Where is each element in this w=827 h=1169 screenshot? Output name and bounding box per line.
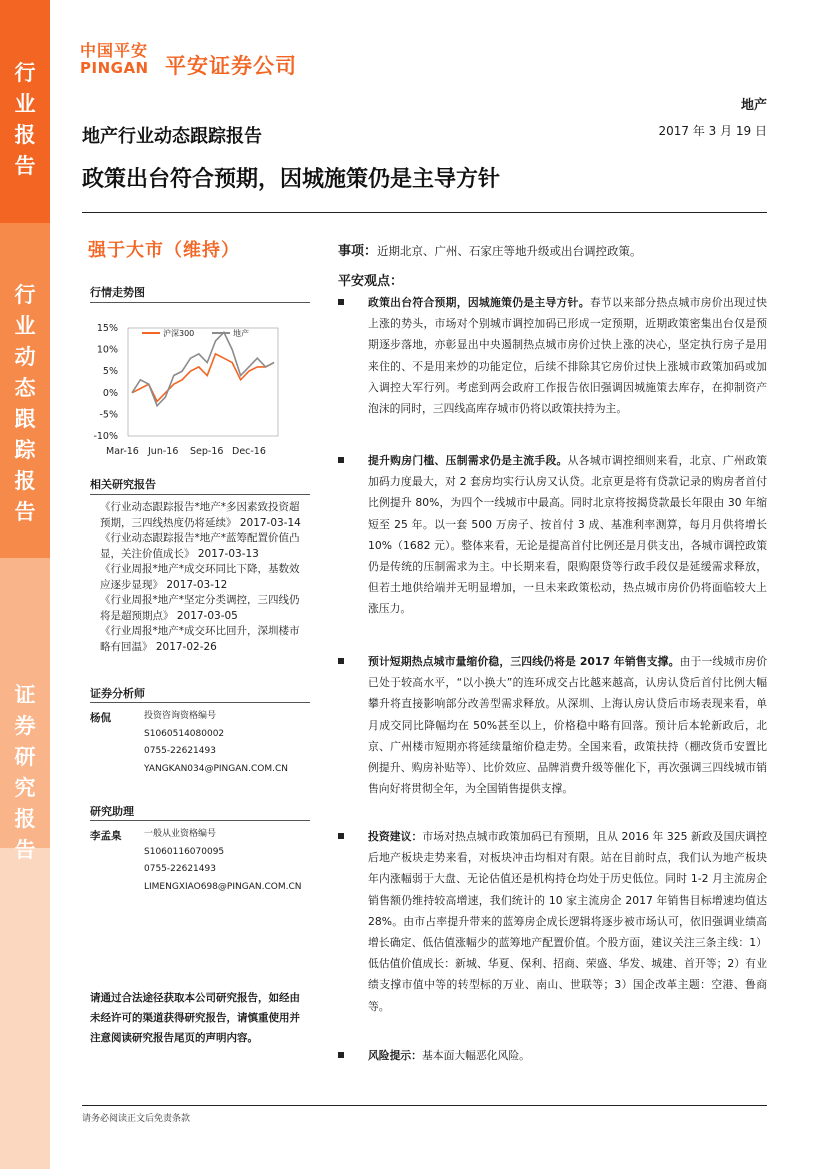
bullet-icon <box>338 658 344 664</box>
related-item[interactable]: 《行业动态跟踪报告*地产*蓝筹配置价值凸显，关注价值成长》 2017-03-13 <box>100 532 300 560</box>
report-type: 地产行业动态跟踪报告 <box>82 126 262 147</box>
event-line <box>338 240 766 259</box>
market-trend-chart <box>90 308 310 458</box>
point-heading: 提升购房门槛、压制需求仍是主流手段。 <box>368 454 568 467</box>
legend-label: 沪深300 <box>163 329 195 338</box>
section-divider <box>90 702 310 703</box>
x-tick-label: Mar-16 <box>106 446 139 457</box>
x-tick-label: Sep-16 <box>190 446 224 457</box>
sidebar-label-securities-research: 证 券 研 究 报 告 <box>14 683 36 862</box>
analyst-heading: 证券分析师 <box>90 687 145 700</box>
assistant-qualification: 一般从业资格编号 <box>144 829 217 839</box>
bullet-icon <box>338 1052 344 1058</box>
y-tick-label: 5% <box>102 366 118 378</box>
market-trend-heading: 行情走势图 <box>90 286 145 299</box>
point-heading: 政策出台符合预期，因城施策仍是主导方针。 <box>368 296 590 309</box>
assistant-license-number: S1060116070095 <box>144 846 225 857</box>
x-tick-label: Jun-16 <box>148 446 179 457</box>
related-research-heading: 相关研究报告 <box>90 478 156 491</box>
section-divider <box>90 494 310 495</box>
y-tick-label: 10% <box>96 344 118 356</box>
analyst-name: 杨侃 <box>90 712 111 724</box>
rating-badge: 强于大市（维持） <box>88 240 240 261</box>
related-research-list <box>100 500 305 655</box>
event-text: 近期北京、广州、石家庄等地升级或出台调控政策。 <box>377 244 642 258</box>
analyst-info <box>144 708 309 778</box>
legend-label: 地产 <box>233 329 249 338</box>
point-3 <box>338 651 767 799</box>
point-text: 由于一线城市房价已处于较高水平，“以小换大”的连环成交占比越来越高，认房认贷后首付比例大幅攀升将直接影响部分改善型需求释放。从深圳、上海认房认贷后市场表现来看，单月成交同比降幅均在 50%甚至以上，价格稳中略有回落。预计后本轮新政后，北京、广州楼市短期亦将延续量缩价稳走势。全国来看，政策扶持（棚改货币安置比例提升、购房补贴等）、比价效应、品牌消费升级等催化下，再次强调三四线城市销售向好将贯彻全年，为全国销售提供支撑。 <box>368 655 767 796</box>
y-tick-label: 0% <box>102 387 118 399</box>
assistant-heading: 研究助理 <box>90 805 134 818</box>
point-text: 市场对热点城市政策加码已有预期，且从 2016 年 325 新政及国庆调控后地产板块走势来看，对板块冲击均相对有限。站在目前时点，我们认为地产板块年内涨幅弱于大盘、无论估值还是机构持仓均处于历史低位。同时 1-2 月主流房企销售额仍维持较高增速，我们统计的 10 家主流房企 2017 年销售目标增速均值达 28%。由市占率提升带来的蓝筹房企成长逻辑将逐步被市场认可，依旧强调业绩高增长确定、低估值涨幅少的蓝筹地产配置价值。个股方面，建议关注三条主线：1）低估值价值成长：新城、华夏、保利、招商、荣盛、华发、城建、首开等；2）有业绩支撑市值中等的转型标的万业、南山、世联等；3）国企改革主题：空港、鲁商等。 <box>368 830 768 1013</box>
analyst-phone: 0755-22621493 <box>144 746 216 756</box>
x-tick-label: Dec-16 <box>232 446 266 457</box>
bullet-icon <box>338 457 344 463</box>
sidebar-label-industry-report: 行 业 报 告 <box>14 61 36 178</box>
analyst-license-number: S1060514080002 <box>144 728 225 739</box>
related-item[interactable]: 《行业动态跟踪报告*地产*多因素致投资超预期，三四线热度仍将延续》 2017-03-14 <box>100 501 301 529</box>
y-tick-label: -10% <box>93 431 118 442</box>
chart-plot-frame <box>128 328 278 436</box>
assistant-name: 李孟臬 <box>90 830 122 842</box>
logo-chinese: 中国平安 <box>80 41 149 60</box>
industry-label: 地产 <box>740 98 767 113</box>
point-5 <box>338 1045 767 1066</box>
company-name: 平安证券公司 <box>165 54 297 78</box>
point-text: 从各城市调控细则来看，北京、广州政策加码力度最大，对 2 套房均实行认房又认贷。北京更是将有贷款记录的购房者首付比例提升 80%，为四个一线城市中最高。同时北京将按揭贷款最长年限由 30 年缩短至 25 年。以一套 500 万房子、按首付 3 成、基准利率测算，每月月供将增长 10%（1682 元）。整体来看，无论是提高首付比例还是月供支出，各城市调控政策仍是传统的压制需求为主。中长期来看，限购限贷等行政手段仅是延缓需求释放，但若土地供给端并无明显增加，一旦未来政策松动，热点城市房价仍将面临较大上涨压力。 <box>368 454 768 616</box>
header-divider <box>82 212 767 213</box>
y-tick-label: 15% <box>96 323 118 334</box>
assistant-phone: 0755-22621493 <box>144 864 216 874</box>
point-text: 基本面大幅恶化风险。 <box>421 1049 530 1062</box>
point-heading: 投资建议： <box>368 830 423 843</box>
point-2 <box>338 450 767 620</box>
sidebar-band-4 <box>0 848 50 1169</box>
view-heading: 平安观点： <box>338 274 404 289</box>
assistant-info <box>144 826 309 896</box>
report-date: 2017 年 3 月 19 日 <box>658 124 767 138</box>
bullet-icon <box>338 299 344 305</box>
point-heading: 预计短期热点城市量缩价稳，三四线仍将是 2017 年销售支撑。 <box>368 655 680 668</box>
point-4 <box>338 826 767 1017</box>
analyst-email[interactable]: YANGKAN034@PINGAN.COM.CN <box>144 763 289 774</box>
related-item[interactable]: 《行业周报*地产*成交环比回升，深圳楼市略有回温》 2017-02-26 <box>100 625 300 653</box>
assistant-email[interactable]: LIMENGXIAO698@PINGAN.COM.CN <box>144 881 302 892</box>
event-label: 事项： <box>338 244 378 259</box>
point-heading: 风险提示： <box>368 1049 422 1062</box>
section-divider <box>90 820 310 821</box>
chart-svg <box>90 308 310 458</box>
y-tick-label: -5% <box>99 409 118 421</box>
footer-divider <box>82 1105 767 1106</box>
disclaimer: 请通过合法途径获取本公司研究报告，如经由未经许可的渠道获得研究报告，请慎重使用并注意阅读研究报告尾页的声明内容。 <box>90 992 300 1044</box>
section-divider <box>90 302 310 303</box>
point-1 <box>338 292 767 419</box>
logo-english: PINGAN <box>80 59 149 77</box>
footer-note: 请务必阅读正文后免责条款 <box>82 1114 191 1124</box>
sidebar-label-dynamic-tracking: 行 业 动 态 跟 踪 报 告 <box>14 283 36 524</box>
point-text: 春节以来部分热点城市房价出现过快上涨的势头，市场对个别城市调控加码已形成一定预期，近期政策密集出台仅是预期逐步落地，亦彰显出中央遏制热点城市房价过快上涨的决心，坚定执行房子是用来住的、不是用来炒的功能定位，后续不排除其它房价过快上涨城市政策加码或加入调控大军行列。考虑到两会政府工作报告依旧强调因城施策去库存，在抑制资产泡沫的同时，三四线高库存城市仍将以政策扶持为主。 <box>368 296 768 416</box>
bullet-icon <box>338 833 344 839</box>
analyst-qualification: 投资咨询资格编号 <box>144 711 217 721</box>
related-item[interactable]: 《行业周报*地产*坚定分类调控，三四线仍将是超预期点》 2017-03-05 <box>100 594 300 622</box>
page-title: 政策出台符合预期，因城施策仍是主导方针 <box>82 167 501 192</box>
related-item[interactable]: 《行业周报*地产*成交环同比下降，基数效应逐步显现》 2017-03-12 <box>100 563 300 591</box>
